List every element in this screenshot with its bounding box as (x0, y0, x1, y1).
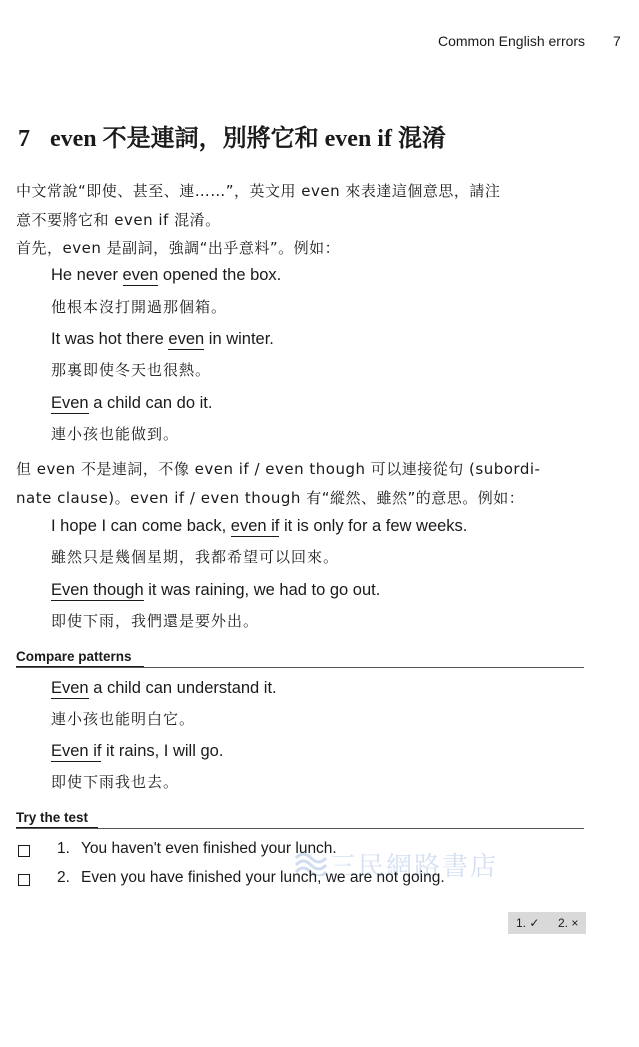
underlined-term: Even (51, 394, 89, 412)
example-en: It was hot there even in winter. (51, 330, 274, 348)
para2-line-2: nate clause)。even if / even though 有“縱然、雖然”的意思。例如： (16, 489, 525, 507)
para2-line-1: 但 even 不是連詞，不像 even if / even though 可以連接從句 (subordi- (16, 460, 541, 478)
example-en: He never even opened the box. (51, 266, 282, 284)
underlined-term: even (168, 330, 205, 348)
section-heading-test: Try the test (16, 810, 89, 825)
example-cn: 他根本沒打開過那個箱。 (51, 298, 228, 316)
underlined-term: even if (230, 517, 280, 535)
example-en: I hope I can come back, even if it is only for a few weeks. (51, 517, 468, 535)
chapter-heading (18, 118, 446, 153)
running-title: Common English errors (438, 33, 586, 49)
test-item-text: Even you have finished your lunch, we are not going. (81, 869, 445, 886)
test-item-text: You haven't even finished your lunch. (81, 840, 337, 857)
example-en: Even a child can do it. (51, 394, 213, 412)
underlined-term: Even if (51, 742, 102, 760)
underlined-term: even (122, 266, 159, 284)
watermark-text: 三民網路書店 (330, 852, 499, 882)
compare-en: Even if it rains, I will go. (51, 742, 224, 760)
page-number: 7 (613, 33, 621, 49)
example-cn: 即使下雨，我們還是要外出。 (51, 612, 260, 630)
answer-checkbox[interactable] (18, 845, 30, 857)
compare-en: Even a child can understand it. (51, 679, 277, 697)
chapter-title: even 不是連詞，別將它和 even if 混淆 (50, 126, 446, 152)
example-en: Even though it was raining, we had to go out. (51, 581, 381, 599)
section-rule (16, 667, 584, 668)
compare-cn: 連小孩也能明白它。 (51, 710, 196, 728)
intro-line-3: 首先，even 是副詞，強調“出乎意料”。例如： (16, 239, 341, 257)
example-cn: 連小孩也能做到。 (51, 425, 180, 443)
answer-key (508, 912, 586, 934)
underlined-term: Even though (51, 581, 144, 599)
compare-cn: 即使下雨我也去。 (51, 773, 180, 791)
example-cn: 雖然只是幾個星期，我都希望可以回來。 (51, 548, 340, 566)
intro-line-1: 中文常說“即使、甚至、連……”，英文用 even 來表達這個意思，請注 (16, 182, 501, 200)
answer-checkbox[interactable] (18, 874, 30, 886)
section-rule (16, 828, 584, 829)
test-item-number: 2. (57, 869, 70, 886)
example-cn: 那裏即使冬天也很熱。 (51, 361, 212, 379)
answer-2: 2. × (558, 916, 579, 930)
underlined-term: Even (51, 679, 89, 697)
test-item-number: 1. (57, 840, 70, 857)
intro-line-2: 意不要將它和 even if 混淆。 (16, 211, 221, 229)
section-heading-compare: Compare patterns (16, 649, 132, 664)
answer-1: 1. ✓ (516, 916, 540, 930)
chapter-number: 7 (18, 126, 30, 152)
